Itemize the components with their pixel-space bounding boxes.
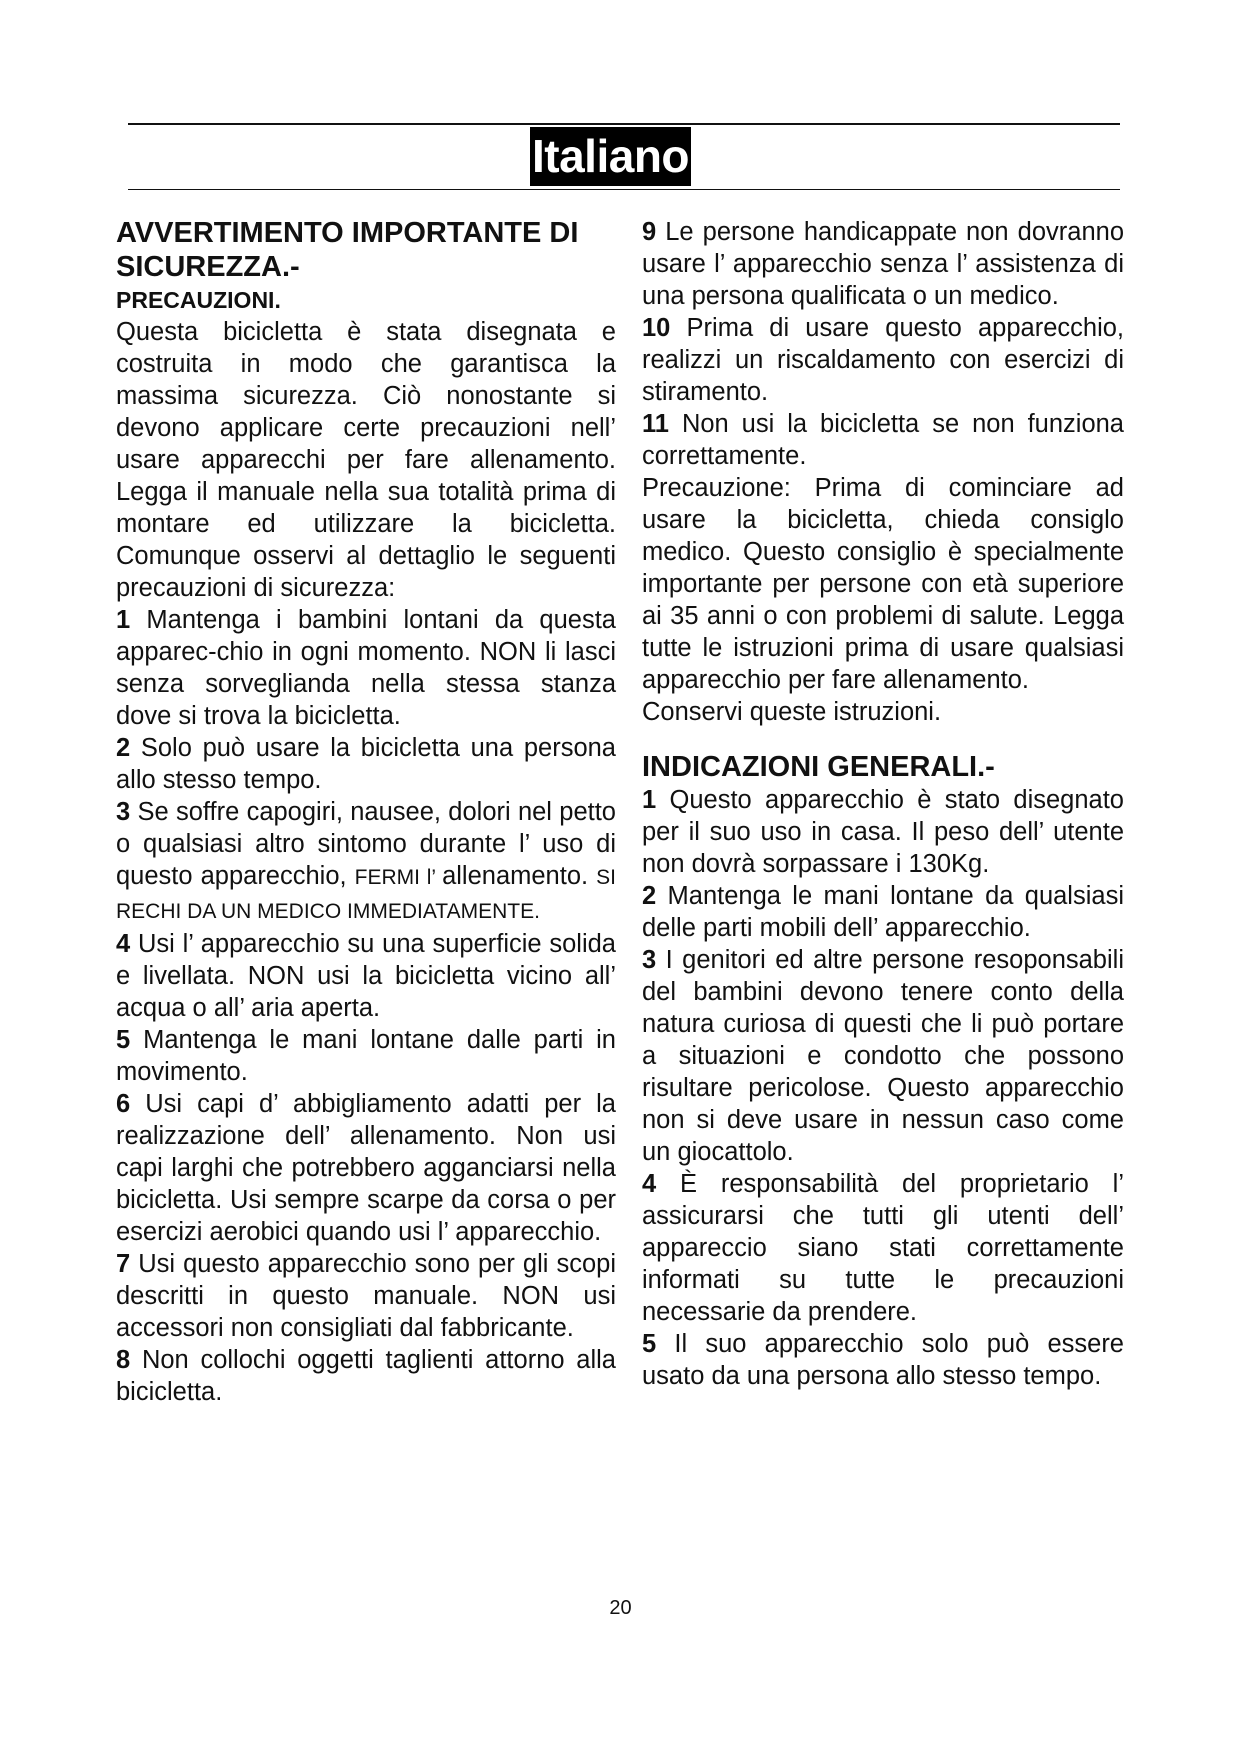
page-number: 20 <box>609 1597 632 1619</box>
list-item <box>116 928 616 1024</box>
list-item <box>116 1344 616 1408</box>
item-text: Usi questo apparecchio sono per gli scopi descritti in questo manuale. NON usi accessori non consigliati dal fabbricante. <box>116 1250 616 1342</box>
item-number: 5 <box>116 1026 131 1054</box>
item-text: Usi capi d’ abbigliamento adatti per la realizzazione dell’ allenamento. Non usi capi larghi che potrebbero agganciarsi nella bicicletta. Usi sempre scarpe da corsa o per esercizi aerobici quando usi l’ apparecchio. <box>116 1090 616 1246</box>
item-number: 10 <box>642 314 671 342</box>
list-item <box>642 880 1124 944</box>
item-text: allenamento. <box>442 862 589 890</box>
precautions-subheading: PRECAUZIONI. <box>116 287 281 313</box>
list-item <box>116 604 616 732</box>
right-column <box>642 216 1124 1392</box>
item-number: 7 <box>116 1250 131 1278</box>
list-item <box>642 784 1124 880</box>
list-item <box>642 1328 1124 1392</box>
item-number: 4 <box>116 930 131 958</box>
item-number: 2 <box>116 734 131 762</box>
keep-instructions-note: Conservi queste istruzioni. <box>642 698 942 726</box>
item-number: 1 <box>642 786 657 814</box>
item-caps-text: SI RECHI DA UN MEDICO IMMEDIATAMENTE. <box>116 866 616 923</box>
item-text: Se soffre capogiri, nausee, dolori nel petto o qualsiasi altro sintomo durante l’ uso di questo apparecchio, <box>116 798 616 890</box>
list-item <box>116 1248 616 1344</box>
list-item <box>642 408 1124 472</box>
general-heading: INDICAZIONI GENERALI.- <box>642 751 995 783</box>
item-text: Non usi la bicicletta se non funziona correttamente. <box>642 410 1124 470</box>
list-item <box>642 312 1124 408</box>
intro-paragraph: Questa bicicletta è stata disegnata e costruita in modo che garantisca la massima sicurezza. Ciò nonostante si devono applicare certe precauzioni nell’ usare apparecchi per fare allenamento. Legga il manuale nella sua totalità prima di montare ed utilizzare la bicicletta. Comunque osservi al dettaglio le seguenti precauzioni di sicurezza: <box>116 318 616 602</box>
item-text: È responsabilità del proprietario l’ assicurarsi che tutti gli utenti dell’ appareccio siano stati correttamente informati su tutte le precauzioni necessarie da prendere. <box>642 1170 1124 1326</box>
item-text: Mantenga le mani lontane da qualsiasi delle parti mobili dell’ apparecchio. <box>642 882 1124 942</box>
item-number: 11 <box>642 410 669 438</box>
item-text: Usi l’ apparecchio su una superficie solida e livellata. NON usi la bicicletta vicino all’ acqua o all’ aria aperta. <box>116 930 616 1022</box>
list-item <box>642 944 1124 1168</box>
item-number: 4 <box>642 1170 657 1198</box>
item-text: Mantenga le mani lontane dalle parti in movimento. <box>116 1026 616 1086</box>
item-text: Mantenga i bambini lontani da questa apparec-chio in ogni momento. NON li lasci senza sorveglianda nella stessa stanza dove si trova la bicicletta. <box>116 606 616 730</box>
list-item <box>116 1088 616 1248</box>
item-number: 3 <box>116 798 131 826</box>
item-text: Solo può usare la bicicletta una persona allo stesso tempo. <box>116 734 616 794</box>
item-caps-text: FERMI l’ <box>354 866 443 889</box>
header-top-rule <box>128 123 1120 125</box>
list-item <box>116 1024 616 1088</box>
item-text: Il suo apparecchio solo può essere usato da una persona allo stesso tempo. <box>642 1330 1124 1390</box>
language-badge: Italiano <box>530 127 691 186</box>
item-number: 9 <box>642 218 657 246</box>
item-number: 5 <box>642 1330 657 1358</box>
list-item <box>642 1168 1124 1328</box>
list-item <box>642 216 1124 312</box>
item-text: Le persone handicappate non dovranno usare l’ apparecchio senza l’ assistenza di una persona qualificata o un medico. <box>642 218 1124 310</box>
section-gap <box>642 728 1124 750</box>
list-item <box>116 796 616 928</box>
item-number: 1 <box>116 606 131 634</box>
item-text: I genitori ed altre persone resoponsabili del bambini devono tenere conto della natura curiosa di questi che li può portare a situazioni e condotto che possono risultare pericolose. Questo apparecchio non si deve usare in nessun caso come un giocattolo. <box>642 946 1124 1166</box>
item-text: Non collochi oggetti taglienti attorno alla bicicletta. <box>116 1346 616 1406</box>
item-number: 2 <box>642 882 657 910</box>
item-text: Questo apparecchio è stato disegnato per il suo uso in casa. Il peso dell’ utente non dovrà sorpassare i 130Kg. <box>642 786 1124 878</box>
item-number: 6 <box>116 1090 131 1118</box>
item-number: 3 <box>642 946 657 974</box>
item-text: Prima di usare questo apparecchio, realizzi un riscaldamento con esercizi di stiramento. <box>642 314 1124 406</box>
caution-paragraph: Precauzione: Prima di cominciare ad usare la bicicletta, chieda consiglo medico. Questo consiglio è specialmente importante per persone con età superiore ai 35 anni o con problemi di salute. Legga tutte le istruzioni prima di usare qualsiasi apparecchio per fare allenamento. <box>642 474 1124 694</box>
list-item <box>116 732 616 796</box>
header-bottom-rule <box>128 189 1120 190</box>
left-column <box>116 216 616 1408</box>
safety-heading: AVVERTIMENTO IMPORTANTE DI SICUREZZA.- <box>116 217 579 283</box>
item-number: 8 <box>116 1346 131 1374</box>
